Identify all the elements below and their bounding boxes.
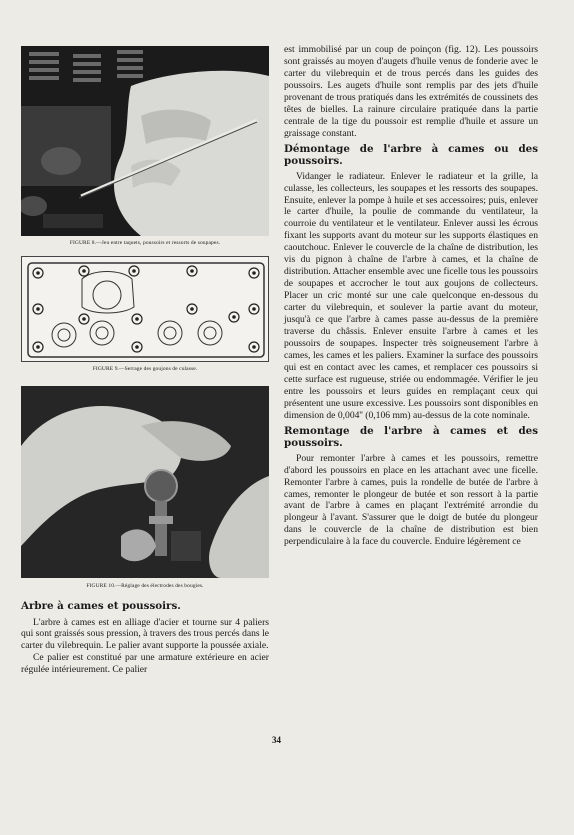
figure-9-diagram	[21, 256, 269, 362]
heading-arbre-a-cames: Arbre à cames et poussoirs.	[21, 600, 181, 612]
paragraph-arbre-a-cames: L'arbre à cames est en alliage d'acier et tourne sur 4 paliers qui sont graissés sous pression, à travers des trous percés dans le carter du vilebrequin. Le palier avant supporte la poussée axiale.	[21, 616, 269, 652]
paragraph-poussoirs-graissage: est immobilisé par un coup de poinçon (fig. 12). Les poussoirs sont graissés au moyen d'augets d'huile venus de fonderie avec le carter du vilebrequin et de trous percés dans les guides des poussoirs. Les augets d'huile sont remplis par des jets d'huile provenant de trous pratiqués dans les extrémités de coussinets des têtes de bielles. La rainure circulaire pratiquée dans la partie centrale de la tige du poussoir est remplie d'huile et assure un graissage constant.	[284, 44, 538, 139]
paragraph-palier: Ce palier est constitué par une armature extérieure en acier régulée intérieurement. Ce palier	[21, 652, 269, 676]
paragraph-remontage: Pour remonter l'arbre à cames et les poussoirs, remettre d'abord les poussoirs en place en les attachant avec une ficelle. Remonter l'arbre à cames, puis la rondelle de butée de l'arbre à cames, remonter le plongeur de butée et son ressort à la partie avant de l'arbre à cames en plaçant l'extrémité arrondie du plongeur à l'avant. S'assurer que le doigt de butée du plongeur dans le couvercle de la chaîne de distribution est bien perpendiculaire à la face du couvercle. Enduire légèrement ce	[284, 452, 538, 548]
figure-10-photo	[21, 386, 269, 578]
right-column-text	[284, 44, 538, 548]
figure-8-photo	[21, 46, 269, 236]
page-number: 34	[272, 735, 281, 745]
heading-demontage: Démontage de l'arbre à cames ou des poussoirs.	[284, 142, 538, 168]
cylinder-head-diagram	[22, 257, 269, 362]
figure-8-caption: FIGURE 8.—Jeu entre taquets, poussoirs et ressorts de soupapes.	[69, 240, 221, 246]
figure-9-caption: FIGURE 9.—Serrage des goujons de culasse.	[92, 366, 198, 372]
figure-10-caption: FIGURE 10.—Réglage des électrodes des bougies.	[86, 583, 204, 589]
paragraph-demontage: Vidanger le radiateur. Enlever le radiateur et la grille, la culasse, les collecteurs, les soupapes et les ressorts des soupapes. Ensuite, enlever la pompe à huile et ses accessoires; puis, enlever le carter d'huile, la poulie de commande du ventilateur, la courroie du ventilateur et le ventilateur. Enlever aussi les écrous fixant les supports avant du moteur sur les supports élastiques en caoutchouc. Enlever le couvercle de la chaîne de distribution, les vis du pignon à chaîne de l'arbre à cames, et la chaîne de distribution. Attacher ensemble avec une ficelle tous les poussoirs de soupapes et accrocher le tout aux goujons de collecteurs. Placer un cric monté sur une cale quelconque en-dessous du carter du vilebrequin, et soulever la partie avant du moteur, jusqu'à ce que l'arbre à cames passe au-dessus de la première traverse du châssis. Enlever ensuite l'arbre à cames et les poussoirs de soupapes. Inspecter très soigneusement l'arbre à cames, les cames et les paliers. Examiner la surface des poussoirs qui est en contact avec les cames, et remplacer ces poussoirs si cette surface est rugueuse, striée ou endommagée. Vérifier le jeu entre les poussoirs et leurs guides en remplaçant ceux qui présentent une usure excessive. Les poussoirs sont disponibles en dimension de 0,004'' (0,106 mm) au-dessus de la cote nominale.	[284, 170, 538, 421]
left-column-text	[21, 600, 269, 676]
heading-remontage: Remontage de l'arbre à cames et des poussoirs.	[284, 424, 538, 450]
figure-8-illustration	[21, 46, 269, 236]
figure-10-illustration	[21, 386, 269, 578]
